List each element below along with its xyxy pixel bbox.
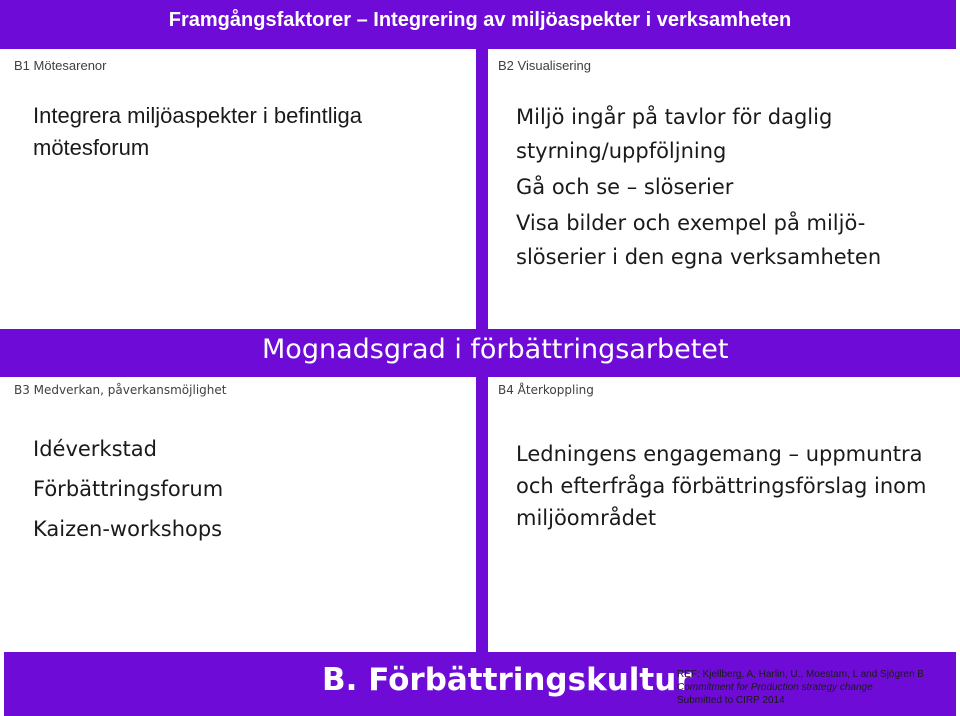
quadrant-b2-line: styrning/uppföljning	[516, 139, 727, 163]
quadrant-b1-label: B1 Mötesarenor	[14, 58, 107, 73]
quadrant-b1-line: Integrera miljöaspekter i befintliga	[33, 103, 362, 128]
quadrant-b4-text	[516, 438, 926, 534]
reference-text	[677, 668, 924, 707]
header-bar	[4, 0, 956, 49]
quadrant-b2-line: Gå och se – slöserier	[516, 175, 734, 199]
quadrant-b2-line: slöserier i den egna verksamheten	[516, 245, 882, 269]
quadrant-b3-label: B3 Medverkan, påverkansmöjlighet	[14, 383, 227, 397]
quadrant-b4-line: miljöområdet	[516, 506, 657, 530]
quadrant-b3-line: Förbättringsforum	[33, 477, 224, 501]
reference-line: Commitment for Production strategy change	[677, 682, 873, 693]
quadrant-b2-line: Visa bilder och exempel på miljö-	[516, 211, 866, 235]
quadrant-b2-text	[516, 100, 881, 274]
reference-line: Submitted to CIRP 2014	[677, 695, 785, 706]
header-title: Framgångsfaktorer – Integrering av miljöaspekter i verksamheten	[168, 9, 792, 31]
middle-title: Mognadsgrad i förbättringsarbetet	[262, 334, 729, 365]
quadrant-b3-text	[33, 429, 223, 549]
quadrant-b2-line: Miljö ingår på tavlor för daglig	[516, 105, 833, 129]
quadrant-b4-label: B4 Återkoppling	[498, 383, 594, 397]
quadrant-b2-label: B2 Visualisering	[498, 58, 591, 73]
quadrant-b1-text	[33, 100, 362, 164]
quadrant-b4-line: och efterfråga förbättringsförslag inom	[516, 474, 927, 498]
quadrant-b3-line: Idéverkstad	[33, 437, 157, 461]
footer-title: B. Förbättringskultur	[322, 662, 692, 698]
quadrant-b1-line: mötesforum	[33, 135, 150, 160]
quadrant-b3-line: Kaizen-workshops	[33, 517, 223, 541]
reference-line: REF: Kjellberg, A, Harlin, U., Moestam, L and Sjögren B	[677, 669, 924, 680]
quadrant-b4-line: Ledningens engagemang – uppmuntra	[516, 442, 923, 466]
